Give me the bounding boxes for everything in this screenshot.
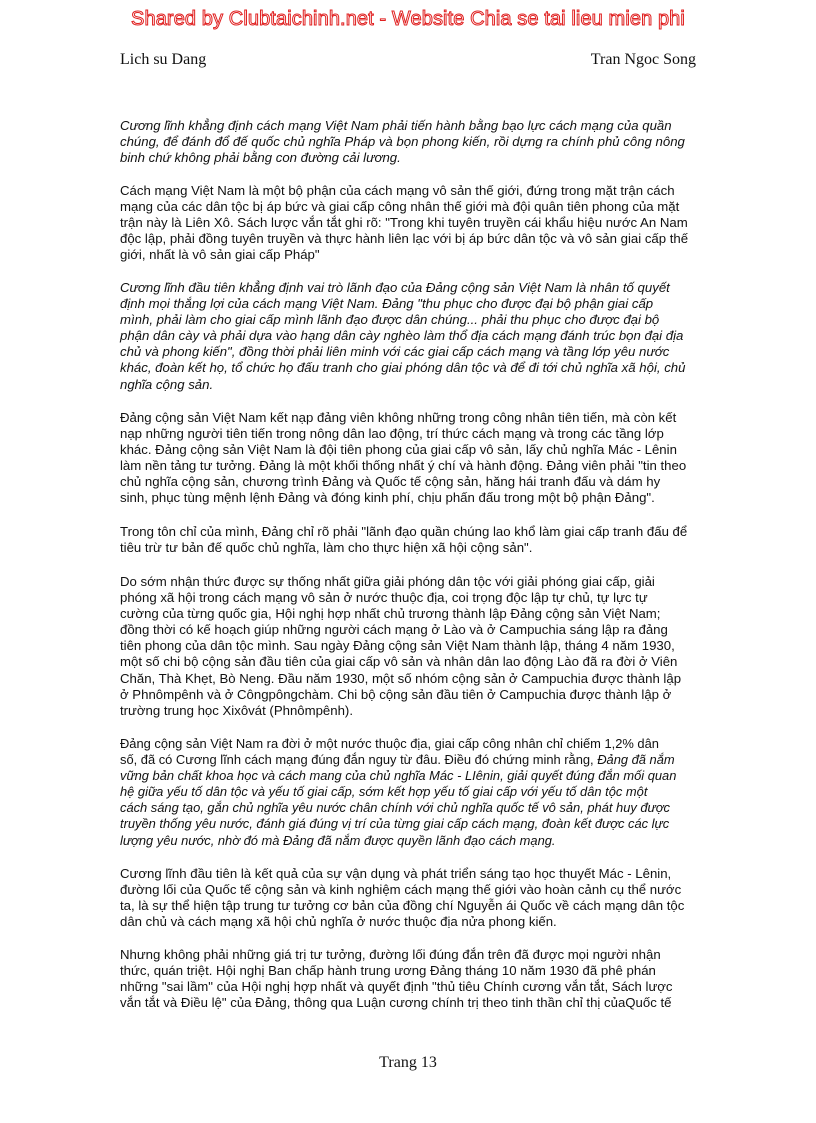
text-line <box>120 816 676 832</box>
text-run: nạp những người tiên tiến trong nông dân lao động, trí thức cách mạng và trong các tầng lớp <box>120 426 664 442</box>
text-line <box>120 247 688 263</box>
text-line <box>120 979 673 995</box>
text-line <box>120 866 684 882</box>
paragraph <box>120 866 684 930</box>
text-run: mình, phải làm cho giai cấp mình lãnh đạo được dân chúng... phải thu phục cho được đại bộ <box>120 312 660 328</box>
text-line <box>120 752 676 768</box>
text-line <box>120 150 685 166</box>
paragraph <box>120 118 685 166</box>
text-run: ta, là sự thể hiện tập trung tư tưởng cơ bản của đồng chí Nguyễn ái Quốc về cách mạng dân tộc <box>120 898 685 914</box>
text-run: Trong tôn chỉ của mình, Đảng chỉ rõ phải "lãnh đạo quần chúng lao khổ làm giai cấp tranh đấu để <box>120 524 688 539</box>
text-line <box>120 736 676 752</box>
paragraph <box>120 736 676 849</box>
text-line <box>120 134 685 150</box>
paragraph <box>120 410 686 507</box>
text-line <box>120 574 681 590</box>
text-line <box>120 768 676 784</box>
text-line <box>120 231 688 247</box>
paragraph <box>120 574 681 719</box>
text-line <box>120 995 673 1011</box>
text-run: Đảng cộng sản Việt Nam ra đời ở một nước thuộc địa, giai cấp công nhân chỉ chiếm 1,2% dân <box>120 736 659 751</box>
text-run: độc lập, phải đồng tuyên truyền và thực hành liên lạc với bị áp bức dân tộc và vô sản giai cấp thế <box>120 231 689 247</box>
text-line <box>120 490 686 506</box>
text-run: ở Phnômpênh và ở Côngpôngchàm. Chi bộ cộng sản đầu tiên ở Campuchia được thành lập ở <box>120 686 672 702</box>
text-run: chúng, để đánh đổ đế quốc chủ nghĩa Pháp và bọn phong kiến, rồi dựng ra chính phủ công nông <box>120 134 685 150</box>
text-run: cường của từng quốc gia, Hội nghị hợp nhất chủ trương thành lập Đảng cộng sản Việt Nam; <box>120 606 661 622</box>
text-run: nghĩa cộng sản. <box>120 376 214 392</box>
text-run: phóng xã hội trong cách mạng vô sản ở nước thuộc địa, coi trọng độc lập tự chủ, tự lực tự <box>120 590 648 606</box>
text-run: giới, nhất là vô sản giai cấp Pháp" <box>120 247 320 263</box>
text-run: Nhưng không phải những giá trị tư tưởng, đường lối đúng đắn trên đã được mọi người nhận <box>120 947 661 962</box>
text-line <box>120 458 686 474</box>
text-line <box>120 377 685 393</box>
text-line <box>120 914 684 930</box>
paragraph <box>120 524 687 556</box>
text-run: Chăn, Thà Khẹt, Bò Neng. Đầu năm 1930, một số nhóm cộng sản ở Campuchia được thành lập <box>120 670 682 686</box>
text-line <box>120 360 685 376</box>
text-run: tiêu trừ tư bản đế quốc chủ nghĩa, làm cho thực hiện xã hội cộng sản". <box>120 540 533 556</box>
text-line <box>120 344 685 360</box>
text-line <box>120 833 676 849</box>
text-line <box>120 540 687 556</box>
page-number: Trang 13 <box>379 1054 437 1071</box>
text-run: làm nền tảng tư tưởng. Đảng là một khối thống nhất ý chí và hành động. Đảng viên phải "tin theo <box>120 458 687 474</box>
text-run: Đảng đã nắm <box>597 752 675 768</box>
text-line <box>120 426 686 442</box>
paragraph <box>120 947 673 1011</box>
text-line <box>120 410 686 426</box>
text-run: những "sai lầm" của Hội nghị hợp nhất và quyết định "thủ tiêu Chính cương vắn tắt, Sách lược <box>120 979 673 995</box>
text-run: truyền thống yêu nước, đánh giá đúng vị trí của từng giai cấp cách mạng, đoàn kết được các lực <box>120 816 670 832</box>
text-run: thức, quán triệt. Hội nghị Ban chấp hành trung ương Đảng tháng 10 năm 1930 đã phê phán <box>120 963 656 979</box>
text-line <box>120 654 681 670</box>
text-line <box>120 328 685 344</box>
text-line <box>120 606 681 622</box>
text-run: khác. Đảng cộng sản Việt Nam là đội tiên phong của giai cấp vô sản, lấy chủ nghĩa Mác - Lênin <box>120 442 677 458</box>
text-line <box>120 800 676 816</box>
header-left: Lich su Dang <box>120 51 207 68</box>
text-line <box>120 687 681 703</box>
watermark: Shared by Clubtaichinh.net - Website Chia se tai lieu mien phi <box>131 8 685 30</box>
text-run: cách sáng tạo, gắn chủ nghĩa yêu nước chân chính với chủ nghĩa quốc tế vô sản, phát huy được <box>120 800 670 816</box>
text-run: tiên phong của dân tộc mình. Sau ngày Đảng cộng sản Việt Nam thành lập, tháng 4 năm 1930, <box>120 638 675 654</box>
header-right: Tran Ngoc Song <box>590 51 696 68</box>
text-line <box>120 947 673 963</box>
text-run: mạng của các dân tộc bị áp bức và giai cấp công nhân thế giới mà đội quân tiên phong của mặt <box>120 199 680 215</box>
text-line <box>120 474 686 490</box>
text-line <box>120 703 681 719</box>
text-line <box>120 296 685 312</box>
text-line <box>120 215 688 231</box>
paragraph <box>120 183 688 263</box>
text-line <box>120 442 686 458</box>
text-line <box>120 882 684 898</box>
text-run: trận này là Liên Xô. Sách lược vắn tắt ghi rõ: "Trong khi tuyên truyền cái khẩu hiệu nước An Nam <box>120 215 688 231</box>
text-line <box>120 199 688 215</box>
text-run: một số chi bộ cộng sản đầu tiên của giai cấp vô sản và nhân dân lao động Lào đã ra đời ở Viên <box>120 654 678 670</box>
paragraph <box>120 280 685 393</box>
text-run: hệ giữa yếu tố dân tộc và yếu tố giai cấp, sớm kết hợp yếu tố giai cấp với yếu tố dân tộc một <box>120 784 648 800</box>
text-run: dân chủ và cách mạng xã hội chủ nghĩa ở nước thuộc địa nửa phong kiến. <box>120 914 557 930</box>
text-line <box>120 590 681 606</box>
text-run: binh chứ không phải bằng con đường cải lương. <box>120 150 401 166</box>
text-run: Đảng cộng sản Việt Nam kết nạp đảng viên không những trong công nhân tiên tiến, mà còn kết <box>120 410 677 425</box>
text-line <box>120 963 673 979</box>
text-run: lượng yêu nước, nhờ đó mà Đảng đã nắm được quyền lãnh đạo cách mạng. <box>120 832 556 848</box>
text-line <box>120 118 685 134</box>
text-run: phận dân cày và phải dựa vào hạng dân cày nghèo làm thổ địa cách mạng đánh trúc bọn đại địa <box>120 328 684 344</box>
text-run: Do sớm nhận thức được sự thống nhất giữa giải phóng dân tộc với giải phóng giai cấp, giải <box>120 574 655 589</box>
text-run: đồng thời có kế hoạch giúp những người cách mạng ở Lào và ở Campuchia sáng lập ra đảng <box>120 622 668 638</box>
text-line <box>120 638 681 654</box>
text-line <box>120 622 681 638</box>
text-run: Cương lĩnh khẳng định cách mạng Việt Nam phải tiến hành bằng bạo lực cách mạng của quần <box>120 118 672 133</box>
text-run: định mọi thắng lợi của cách mạng Việt Nam. Đảng "thu phục cho được đại bộ phận giai cấp <box>120 296 654 312</box>
text-run: sinh, phục tùng mệnh lệnh Đảng và đóng kinh phí, chịu phấn đấu trong một bộ phận Đảng". <box>120 490 655 506</box>
text-run: chủ và phong kiến", đồng thời phải liên minh với các giai cấp cách mạng và tầng lớp yêu nước <box>120 344 670 360</box>
text-run: vững bản chất khoa học và cách mang của chủ nghĩa Mác - LIênin, giải quyết đúng đắn mối quan <box>120 768 677 784</box>
text-run: Cách mạng Việt Nam là một bộ phận của cách mạng vô sản thế giới, đứng trong mặt trận cách <box>120 183 675 198</box>
text-line <box>120 671 681 687</box>
text-run: Cương lĩnh đầu tiên là kết quả của sự vận dụng và phát triển sáng tạo học thuyết Mác - Lênin, <box>120 866 672 881</box>
text-run: trường trung học Xixôvát (Phnômpênh). <box>120 702 353 718</box>
text-run: Cương lĩnh đầu tiên khẳng định vai trò lãnh đạo của Đảng cộng sản Việt Nam là nhân tố quyết <box>120 280 670 295</box>
text-run: chủ nghĩa cộng sản, chương trình Đảng và Quốc tế cộng sản, hăng hái tranh đấu và dám hy <box>120 474 661 490</box>
text-run: vắn tắt và Điều lệ" của Đảng, thông qua Luận cương chính trị theo tinh thần chỉ thị củaQuốc tế <box>120 995 672 1011</box>
text-run: đường lối của Quốc tế cộng sản và kinh nghiệm cách mạng thế giới vào hoàn cảnh cụ thể nước <box>120 882 682 898</box>
text-line <box>120 784 676 800</box>
text-line <box>120 898 684 914</box>
text-line <box>120 312 685 328</box>
text-run: số, đã có Cương lĩnh cách mạng đúng đắn nguy từ đâu. Điều đó chứng minh rằng, <box>120 752 598 768</box>
text-line <box>120 524 687 540</box>
text-line <box>120 280 685 296</box>
text-line <box>120 183 688 199</box>
text-run: khác, đoàn kết họ, tổ chức họ đấu tranh cho giai phóng dân tộc và để đi tới chủ nghĩa xã hội, chủ <box>120 360 686 376</box>
